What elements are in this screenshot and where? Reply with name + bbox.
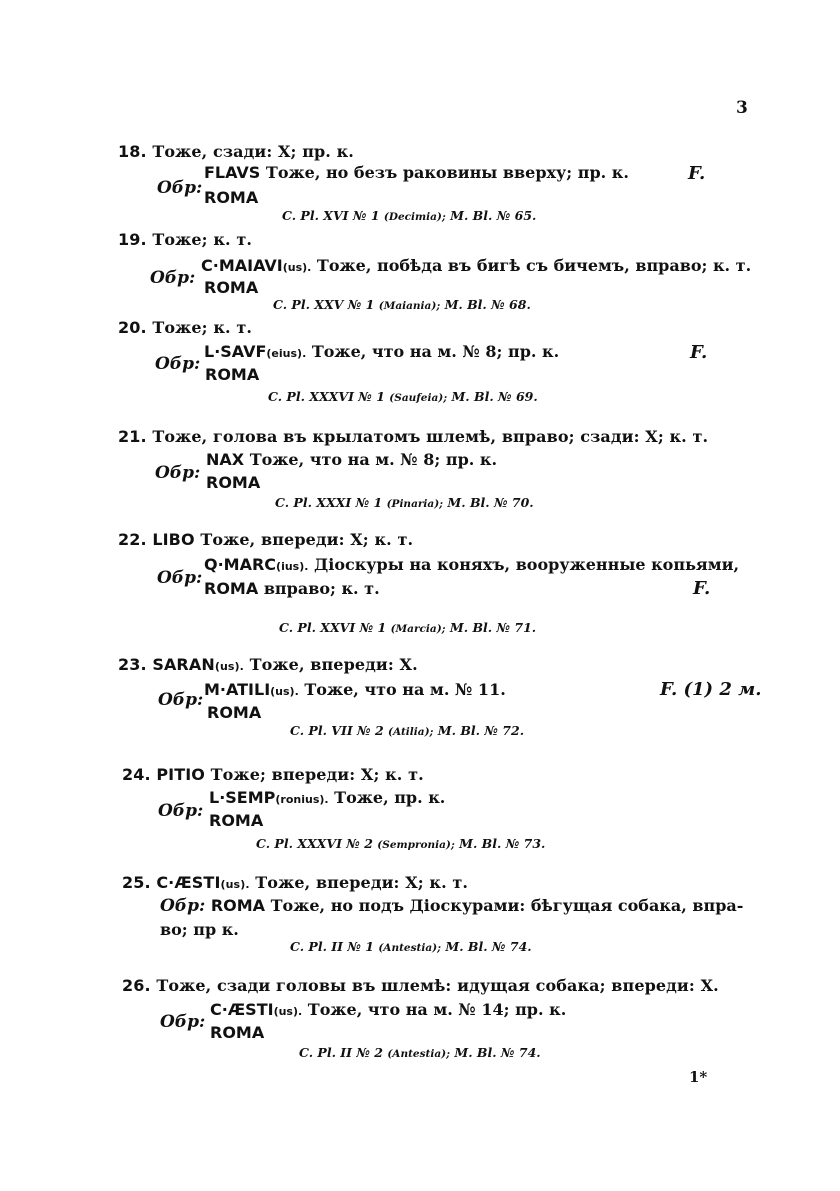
mark: F. (1) 2 м.: [660, 679, 762, 700]
roma-legend: ROMA: [206, 473, 261, 492]
reverse-line-2: ROMA вправо; к. т.: [204, 579, 380, 598]
mark: F.: [688, 163, 706, 184]
footer-signature: 1*: [689, 1068, 708, 1086]
roma-legend: ROMA: [209, 811, 264, 830]
reference: C. Pl. XXXVI № 1 (Saufeia); M. Bl. № 69.: [268, 389, 538, 404]
reverse-line: Обр: ROMA Тоже, но подъ Діоскурами: бѣгущая собака, впра-: [160, 896, 744, 916]
reference: C. Pl. VII № 2 (Atilia); M. Bl. № 72.: [290, 723, 525, 738]
entry-heading: 21. Тоже, голова въ крылатомъ шлемѣ, вправо; сзади: X; к. т.: [118, 427, 709, 446]
obverse-label: Обр:: [150, 268, 196, 288]
reference: C. Pl. XVI № 1 (Decimia); M. Bl. № 65.: [282, 208, 537, 223]
entry-heading: 19. Тоже; к. т.: [118, 230, 252, 249]
obverse-label: Обр:: [157, 568, 203, 588]
reverse-line: C·MAIAVI(us). Тоже, побѣда въ бигѣ съ бичемъ, вправо; к. т.: [201, 256, 752, 275]
reverse-line: L·SEMP(ronius). Тоже, пр. к.: [209, 788, 446, 807]
reference: C. Pl. II № 1 (Antestia); M. Bl. № 74.: [290, 939, 532, 954]
roma-legend: ROMA: [205, 365, 260, 384]
entry-heading: 18. Тоже, сзади: X; пр. к.: [118, 142, 354, 161]
obverse-label: Обр:: [155, 354, 201, 374]
obverse-label: Обр:: [158, 690, 204, 710]
page-number: 3: [736, 98, 748, 118]
entry-heading: 26. Тоже, сзади головы въ шлемѣ: идущая собака; впереди: X.: [122, 976, 719, 995]
reverse-line-2: во; пр к.: [160, 920, 239, 939]
obverse-label: Обр:: [157, 178, 203, 198]
roma-legend: ROMA: [204, 278, 259, 297]
entry-heading: 25. C·ÆSTI(us). Тоже, впереди: X; к. т.: [122, 873, 469, 892]
entry-heading: 20. Тоже; к. т.: [118, 318, 252, 337]
reverse-line: FLAVS Тоже, но безъ раковины вверху; пр. к.: [204, 163, 629, 182]
reference: C. Pl. XXV № 1 (Maiania); M. Bl. № 68.: [273, 297, 531, 312]
obverse-label: Обр:: [160, 1012, 206, 1032]
mark: F.: [693, 578, 711, 599]
entry-heading: 23. SARAN(us). Тоже, впереди: X.: [118, 655, 418, 674]
reverse-line: NAX Тоже, что на м. № 8; пр. к.: [206, 450, 498, 469]
reverse-line: L·SAVF(eius). Тоже, что на м. № 8; пр. к.: [204, 342, 560, 361]
obverse-label: Обр:: [158, 801, 204, 821]
roma-legend: ROMA: [210, 1023, 265, 1042]
entry-heading: 24. PITIO Тоже; впереди: X; к. т.: [122, 765, 424, 784]
reverse-line: Q·MARC(ius). Діоскуры на коняхъ, вооруженные копьями,: [204, 555, 740, 574]
reverse-line: C·ÆSTI(us). Тоже, что на м. № 14; пр. к.: [210, 1000, 567, 1019]
reverse-line: M·ATILI(us). Тоже, что на м. № 11.: [204, 680, 506, 699]
mark: F.: [690, 342, 708, 363]
reference: C. Pl. II № 2 (Antestia); M. Bl. № 74.: [299, 1045, 541, 1060]
obverse-label: Обр:: [155, 463, 201, 483]
entry-heading: 22. LIBO Тоже, впереди: X; к. т.: [118, 530, 414, 549]
reference: C. Pl. XXXVI № 2 (Sempronia); M. Bl. № 73.: [256, 836, 546, 851]
roma-legend: ROMA: [204, 188, 259, 207]
reference: C. Pl. XXXI № 1 (Pinaria); M. Bl. № 70.: [275, 495, 534, 510]
roma-legend: ROMA: [207, 703, 262, 722]
reference: C. Pl. XXVI № 1 (Marcia); M. Bl. № 71.: [279, 620, 537, 635]
